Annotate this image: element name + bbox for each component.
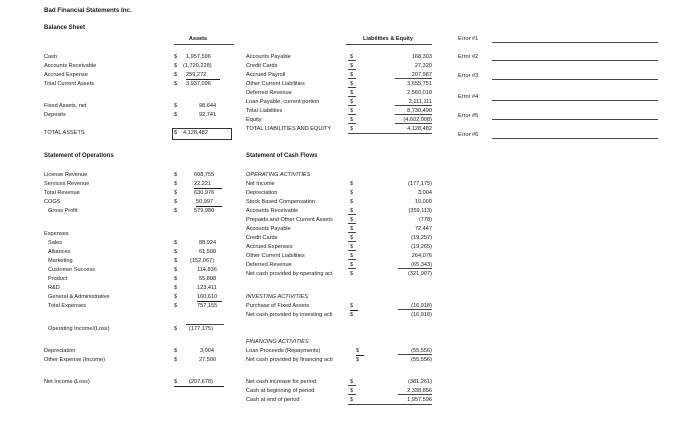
total-assets-box (172, 128, 232, 140)
total-liabilities-equity-label: TOTAL LIABILITIES AND EQUITY (246, 126, 332, 132)
currency-symbol: $ (350, 108, 354, 114)
asset-value: 98,644 (199, 103, 217, 109)
cash-flow-value: 72,447 (414, 226, 432, 232)
expense-label: Alliances (48, 249, 71, 255)
cash-flow-label: Net cash provided by operating act (246, 271, 333, 277)
currency-symbol: $ (174, 249, 178, 255)
currency-symbol: $ (174, 380, 224, 387)
liability-label: Loan Payable, current portion (246, 99, 320, 105)
currency-symbol: $ (174, 130, 178, 136)
currency-symbol: $ (174, 285, 178, 291)
currency-symbol: $ (350, 190, 354, 196)
cash-flow-value: 10,000 (414, 199, 432, 205)
other-expense-label: Other Expense (Income) (44, 357, 105, 363)
liability-value: 168,303 (411, 54, 432, 60)
currency-symbol: $ (356, 349, 364, 356)
revenue-value: 630,976 (194, 190, 215, 196)
revenue-value: 579,980 (194, 208, 215, 214)
currency-symbol: $ (350, 253, 354, 259)
cash-flow-value: (778) (418, 217, 432, 223)
currency-symbol: $ (174, 258, 178, 264)
cash-flow-label: Net Income (246, 181, 275, 187)
currency-symbol: $ (174, 294, 178, 300)
expense-label: Sales (48, 240, 62, 246)
cash-flow-label: Cash at beginning of period (246, 388, 315, 394)
currency-symbol: $ (174, 267, 178, 273)
cash-flow-label: Net cash provided by financing acti (246, 357, 333, 363)
expense-value: 55,808 (199, 276, 217, 282)
cash-flow-value: (16,918) (411, 312, 432, 318)
cash-flow-label: Prepaids and Other Current Assets (246, 217, 333, 223)
error-answer-line[interactable] (492, 79, 658, 80)
currency-symbol: $ (350, 244, 354, 250)
currency-symbol: $ (174, 81, 178, 87)
error-label: Error #3 (458, 73, 479, 79)
currency-symbol: $ (350, 226, 354, 232)
currency-symbol: $ (174, 208, 178, 214)
currency-symbol: $ (174, 357, 178, 363)
liability-value: 2,560,018 (407, 90, 432, 96)
liability-value: 27,320 (414, 63, 432, 69)
net-income-value: (207,678) (189, 379, 213, 385)
asset-label: Cash (44, 54, 58, 60)
cash-flow-label: Stock Based Compensation (246, 199, 316, 205)
expense-value: 114,836 (197, 267, 217, 273)
currency-symbol: $ (174, 172, 178, 178)
currency-symbol: $ (350, 90, 354, 96)
error-label: Error #1 (458, 36, 479, 42)
investing-activities-header: INVESTING ACTIVITIES (246, 294, 308, 300)
cash-flow-value: (359,113) (408, 208, 432, 214)
expense-label: Customer Success (48, 267, 95, 273)
error-answer-line[interactable] (492, 42, 658, 43)
expense-label: R&D (48, 285, 60, 291)
depreciation-label: Depreciation (44, 348, 76, 354)
liability-label: Deferred Revenue (246, 90, 292, 96)
currency-symbol: $ (174, 326, 178, 332)
liabilities-header-underline (346, 44, 432, 45)
cash-flow-label: Net cash increase for period (246, 379, 316, 385)
document-title: Bad Financial Statements Inc. (44, 7, 132, 14)
currency-symbol: $ (350, 54, 354, 60)
currency-symbol: $ (174, 103, 178, 109)
cash-flow-label: Net cash provided by investing acti (246, 312, 333, 318)
currency-symbol: $ (174, 348, 178, 354)
operating-activities-header: OPERATING ACTIVITIES (246, 172, 311, 178)
cash-flow-label: Cash at end of period (246, 397, 300, 403)
error-label: Error #2 (458, 54, 479, 60)
revenue-label: COGS (44, 199, 61, 205)
cash-flow-value: 264,076 (411, 253, 432, 259)
cash-flow-label: Credit Cards (246, 235, 278, 241)
expense-value: 123,411 (197, 285, 217, 291)
expense-value: 88,924 (199, 240, 217, 246)
error-label: Error #4 (458, 94, 479, 100)
liability-label: Credit Cards (246, 63, 278, 69)
currency-symbol: $ (350, 181, 354, 187)
asset-label: Accrued Expense (44, 72, 88, 78)
currency-symbol: $ (174, 72, 178, 78)
currency-symbol: $ (350, 63, 354, 69)
currency-symbol: $ (350, 81, 354, 87)
cash-flow-value: 3,004 (418, 190, 432, 196)
cash-flow-label: Accrued Expenses (246, 244, 293, 250)
revenue-label: Gross Profit (48, 208, 78, 214)
cash-flow-value: 1,957,596 (407, 397, 432, 403)
liability-label: Accounts Payable (246, 54, 291, 60)
balance-sheet-title: Balance Sheet (44, 25, 86, 31)
currency-symbol: $ (174, 190, 178, 196)
expense-value: 61,500 (199, 249, 217, 255)
cash-flow-value: 2,338,856 (407, 388, 432, 394)
currency-symbol: $ (350, 262, 354, 268)
net-income-label: Net Income (Loss) (44, 379, 90, 385)
currency-symbol: $ (350, 312, 354, 318)
liability-label: Other Current Liabilities (246, 81, 305, 87)
operations-title: Statement of Operations (44, 153, 114, 159)
asset-label: Accounts Receivable (44, 63, 97, 69)
currency-symbol: $ (174, 112, 178, 118)
currency-symbol: $ (350, 235, 354, 241)
error-answer-line[interactable] (492, 60, 658, 61)
expense-label: General & Administrative (48, 294, 110, 300)
asset-value: 1,957,596 (186, 54, 211, 60)
currency-symbol: $ (350, 217, 354, 223)
cash-flow-label: Purchase of Fixed Assets (246, 303, 310, 309)
cash-flow-label: Deferred Revenue (246, 262, 292, 268)
error-answer-line[interactable] (492, 138, 658, 139)
error-label: Error #6 (458, 132, 479, 138)
revenue-value: 50,997 (196, 200, 222, 207)
currency-symbol: $ (350, 99, 354, 105)
cash-flow-value: (177,175) (408, 181, 432, 187)
operating-income-label: Operating Income/(Loss) (48, 326, 110, 332)
liability-value: 3,655,751 (407, 81, 432, 87)
cash-flow-value: (19,265) (411, 244, 432, 250)
asset-label: Deposits (44, 112, 66, 118)
cash-flow-label: Accounts Receivable (246, 208, 299, 214)
error-label: Error #5 (458, 113, 479, 119)
cash-flow-label: Accounts Payable (246, 226, 291, 232)
error-answer-line[interactable] (492, 119, 658, 120)
currency-symbol: $ (174, 181, 178, 187)
cash-flow-value: (381,261) (408, 379, 432, 385)
liabilities-equity-header: Liabilities & Equity (362, 36, 414, 42)
currency-symbol: $ (174, 303, 178, 309)
assets-header: Assets (188, 36, 208, 42)
revenue-value: 22,221 (194, 182, 222, 189)
currency-symbol: $ (174, 54, 178, 60)
depreciation-value: 3,004 (200, 348, 214, 354)
cash-flow-label: Loan Proceeds (Repayments) (246, 348, 321, 354)
asset-value: (1,720,228) (183, 63, 212, 69)
expense-value: 757,155 (197, 303, 218, 309)
expenses-label: Expenses (44, 231, 69, 237)
revenue-label: Total Revenue (44, 190, 80, 196)
total-assets-value: 4,128,482 (183, 130, 208, 136)
cash-flow-value: (19,257) (411, 235, 432, 241)
cash-flow-value: (16,918) (411, 303, 432, 309)
expense-label: Marketing (48, 258, 73, 264)
assets-header-underline (174, 44, 234, 45)
expense-value: 160,610 (197, 295, 222, 302)
revenue-label: License Revenue (44, 172, 88, 178)
expense-label: Product (48, 276, 68, 282)
liability-value: 8,730,490 (407, 108, 432, 114)
operating-income-value: (177,175) (189, 326, 213, 332)
liability-value: 4,128,482 (407, 126, 432, 132)
cash-flow-value: (321,907) (408, 271, 432, 277)
currency-symbol: $ (350, 117, 354, 123)
currency-symbol: $ (174, 276, 178, 282)
expense-value: (152,067) (190, 258, 214, 264)
currency-symbol: $ (350, 199, 354, 205)
liability-label: Accrued Payroll (246, 72, 286, 78)
asset-label: Fixed Assets, net (44, 103, 87, 109)
liability-label: Total Liabilities (246, 108, 283, 114)
currency-symbol: $ (174, 240, 178, 246)
currency-symbol: $ (350, 271, 354, 277)
liability-value: 207,987 (411, 72, 432, 78)
cash-flow-value: (65,343) (411, 262, 432, 268)
revenue-label: Services Revenue (44, 181, 90, 187)
other-expense-value: 27,500 (199, 357, 217, 363)
cash-flow-label: Other Current Liabilities (246, 253, 305, 259)
currency-symbol: $ (350, 379, 354, 385)
expense-label: Total Expenses (48, 303, 86, 309)
asset-label: Total Current Assets (44, 81, 95, 87)
financing-activities-header: FINANCING ACTIVITIES (246, 339, 309, 345)
asset-value: 92,741 (199, 112, 217, 118)
currency-symbol: $ (350, 126, 354, 132)
currency-symbol: $ (356, 357, 360, 363)
cash-flow-value: (55,556) (411, 348, 432, 354)
liability-label: Equity (246, 117, 262, 123)
currency-symbol: $ (174, 199, 178, 205)
currency-symbol: $ (350, 208, 354, 214)
liability-value: 2,111,111 (408, 99, 432, 105)
currency-symbol: $ (350, 397, 354, 403)
cash-flow-label: Depreciation (246, 190, 278, 196)
currency-symbol: $ (350, 304, 358, 311)
currency-symbol: $ (350, 388, 354, 394)
revenue-value: 608,755 (194, 172, 215, 178)
cash-flow-value: (55,556) (411, 357, 432, 363)
total-assets-label: TOTAL ASSETS (44, 130, 85, 136)
currency-symbol: $ (174, 63, 178, 69)
asset-value: 3,937,096 (186, 81, 211, 87)
liability-value: (4,602,008) (403, 117, 432, 123)
error-answer-line[interactable] (492, 100, 658, 101)
currency-symbol: $ (350, 72, 354, 78)
asset-value: 259,272 (186, 73, 220, 80)
cash-flows-title: Statement of Cash Flows (246, 153, 318, 159)
